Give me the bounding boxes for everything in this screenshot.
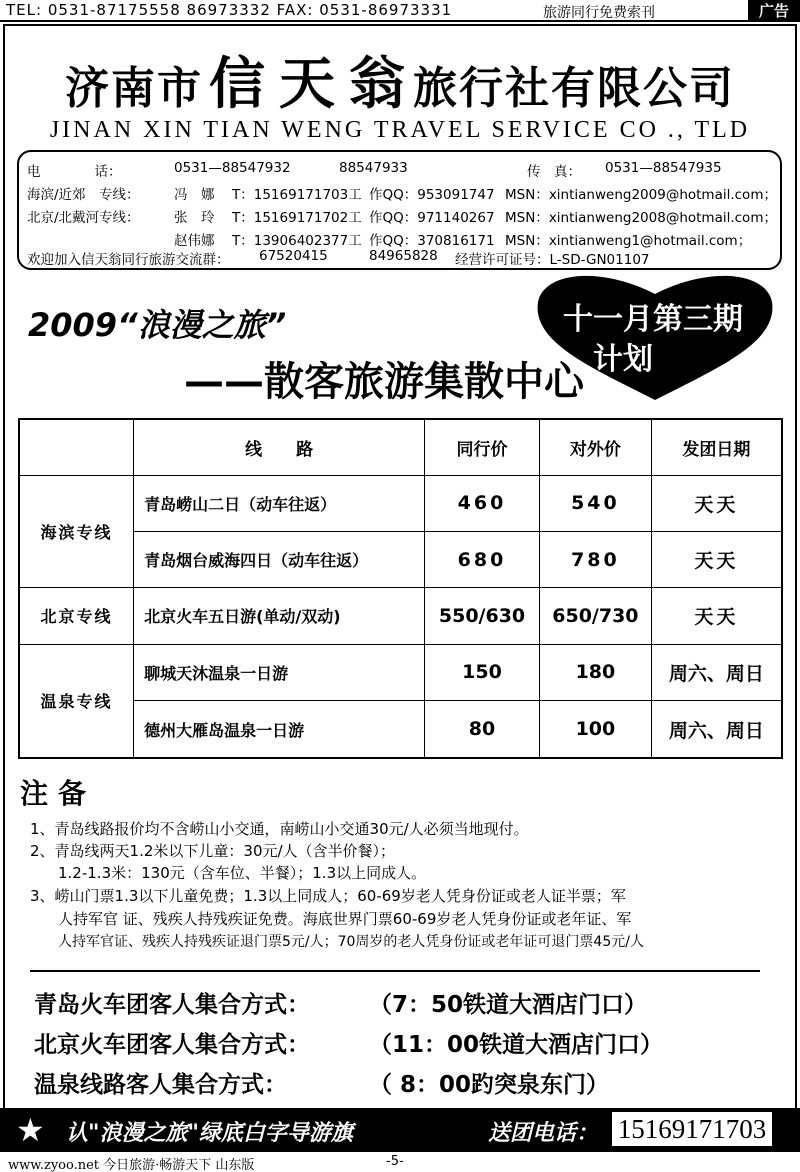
departure-date: 天天 — [651, 588, 782, 644]
contact-info-box — [17, 150, 782, 270]
issue-badge-line1: 十一月第三期 — [563, 302, 743, 337]
fax-label: 传 真： — [527, 164, 581, 180]
note-line: 1、青岛线路报价均不含崂山小交通，南崂山小交通30元/人必须当地现付。 — [30, 820, 529, 838]
note-line: 3、崂山门票1.3以下儿童免费；1.3以上同成人；60-69岁老人凭身份证或老人证半票；军 — [30, 887, 626, 905]
note-line: 人持军官 证、残疾人持残疾证免费。海底世界门票60-69岁老人凭身份证或老年证、军 — [58, 910, 632, 928]
table-row — [19, 475, 782, 531]
meeting-hot-spring — [34, 1066, 610, 1099]
departure-date: 周六、周日 — [651, 701, 782, 758]
departure-date: 天天 — [651, 475, 782, 531]
company-suffix: 旅行社有限公司 — [413, 63, 735, 114]
departure-date: 天天 — [651, 531, 782, 587]
company-prefix: 济南市 — [65, 63, 203, 114]
category-beijing: 北京专线 — [19, 588, 134, 644]
route-price-table — [18, 418, 783, 759]
group-number-1: 67520415 — [259, 248, 328, 264]
contact-line: TEL: 0531-87175558 86973332 FAX: 0531-86973331 — [6, 1, 453, 19]
contact-row-qq: 作QQ：953091747 — [369, 187, 495, 203]
phone-label: 电 话： — [27, 164, 122, 180]
header-blank — [19, 419, 134, 475]
top-bar — [0, 0, 800, 22]
public-price: 650/730 — [539, 588, 651, 644]
peer-price: 460 — [425, 475, 540, 531]
public-price: 540 — [539, 475, 651, 531]
meeting-qingdao — [34, 986, 648, 1019]
public-price: 180 — [539, 644, 651, 700]
meeting-label: 北京火车团客人集合方式： — [34, 1032, 310, 1058]
note-line: 2、青岛线两天1.2米以下儿童：30元/人（含半价餐）； — [30, 842, 396, 860]
license-number: 经营许可证号：L-SD-GN01107 — [455, 252, 650, 268]
tour-series-title: 2009“浪漫之旅” — [28, 306, 287, 344]
header-departure: 发团日期 — [651, 419, 782, 475]
route-name: 聊城天沐温泉一日游 — [134, 644, 425, 700]
contact-row-tel: T：15169171703工 — [232, 187, 362, 203]
contact-row-qq: 作QQ：971140267 — [369, 210, 495, 226]
table-row — [19, 644, 782, 700]
category-hot-spring: 温泉专线 — [19, 644, 134, 758]
meeting-value: （11：00铁道大酒店门口） — [369, 1032, 664, 1058]
notes-title: 注备 — [20, 777, 97, 810]
star-icon: ★ — [16, 1111, 45, 1149]
note-line: 人持军官证、残疾人持残疾证退门票5元/人；70周岁的老人凭身份证或老年证可退门票45元/人 — [58, 934, 644, 950]
page-number: -5- — [386, 1154, 404, 1169]
route-name: 青岛烟台威海四日（动车往返） — [134, 531, 425, 587]
contact-row-msn: MSN：xintianweng1@hotmail.com； — [505, 233, 752, 249]
contact-row-name: 冯 娜 — [174, 187, 215, 203]
note-line: 1.2-1.3米：130元（含车位、半餐）；1.3以上同成人。 — [58, 864, 427, 882]
table-row — [19, 701, 782, 758]
route-name: 北京火车五日游(单动/双动) — [134, 588, 425, 644]
contact-row-tel: T：15169171702工 — [232, 210, 362, 226]
contact-row-label: 海滨/近郊 专线： — [27, 187, 140, 203]
guide-flag-slogan: 认"浪漫之旅"绿底白字导游旗 — [66, 1121, 353, 1146]
contact-row-msn: MSN：xintianweng2009@hotmail.com； — [505, 187, 777, 203]
meeting-value: （ 8：00趵突泉东门） — [369, 1072, 610, 1098]
public-price: 100 — [539, 701, 651, 758]
brand-char-3: 翁 — [349, 51, 407, 117]
route-name: 德州大雁岛温泉一日游 — [134, 701, 425, 758]
fax-number: 0531—88547935 — [605, 160, 722, 176]
issue-badge-line2: 计划 — [593, 342, 653, 377]
contact-row-name: 张 玲 — [174, 210, 215, 226]
table-row — [19, 531, 782, 587]
divider — [30, 970, 760, 972]
brand-char-2: 天 — [279, 51, 337, 117]
send-off-tel-number: 15169171703 — [612, 1112, 772, 1146]
route-name: 青岛崂山二日（动车往返） — [134, 475, 425, 531]
send-off-tel-label: 送团电话： — [488, 1121, 599, 1146]
peer-price: 150 — [425, 644, 540, 700]
header-peer-price: 同行价 — [425, 419, 540, 475]
public-price: 780 — [539, 531, 651, 587]
contact-row-msn: MSN：xintianweng2008@hotmail.com； — [505, 210, 777, 226]
group-number-2: 84965828 — [369, 248, 438, 264]
table-row — [19, 588, 782, 644]
category-seaside: 海滨专线 — [19, 475, 134, 588]
header-route: 线 路 — [134, 419, 425, 475]
meeting-value: （7：50铁道大酒店门口） — [369, 992, 648, 1018]
peer-price: 550/630 — [425, 588, 540, 644]
contact-row-qq: 作QQ：370816171 — [369, 233, 495, 249]
bottom-bar — [0, 1152, 800, 1172]
departure-date: 周六、周日 — [651, 644, 782, 700]
peer-price: 680 — [425, 531, 540, 587]
brand-char-1: 信 — [209, 51, 267, 117]
tour-center-subtitle: ——散客旅游集散中心 — [184, 359, 584, 405]
table-header-row — [19, 419, 782, 475]
phone-2: 88547933 — [339, 160, 408, 176]
contact-row-tel: T：13906402377工 — [232, 233, 362, 249]
contact-row-label: 北京/北戴河专线： — [27, 210, 140, 226]
footer-banner — [0, 1108, 800, 1152]
meeting-label: 青岛火车团客人集合方式： — [34, 992, 310, 1018]
site-credit: www.zyoo.net 今日旅游·畅游天下 山东版 — [8, 1158, 255, 1172]
phone-1: 0531—88547932 — [174, 160, 291, 176]
meeting-beijing — [34, 1026, 664, 1059]
free-magazine-tagline: 旅游同行免费索刊 — [543, 5, 655, 21]
header-public-price: 对外价 — [539, 419, 651, 475]
company-english-name: JINAN XIN TIAN WENG TRAVEL SERVICE CO ., TLD — [49, 117, 751, 143]
peer-price: 80 — [425, 701, 540, 758]
contact-row-name: 赵伟娜 — [174, 233, 215, 249]
company-name — [0, 40, 800, 120]
ad-label: 广告 — [748, 0, 800, 22]
meeting-label: 温泉线路客人集合方式： — [34, 1072, 287, 1098]
group-label: 欢迎加入信天翁同行旅游交流群： — [27, 252, 230, 268]
